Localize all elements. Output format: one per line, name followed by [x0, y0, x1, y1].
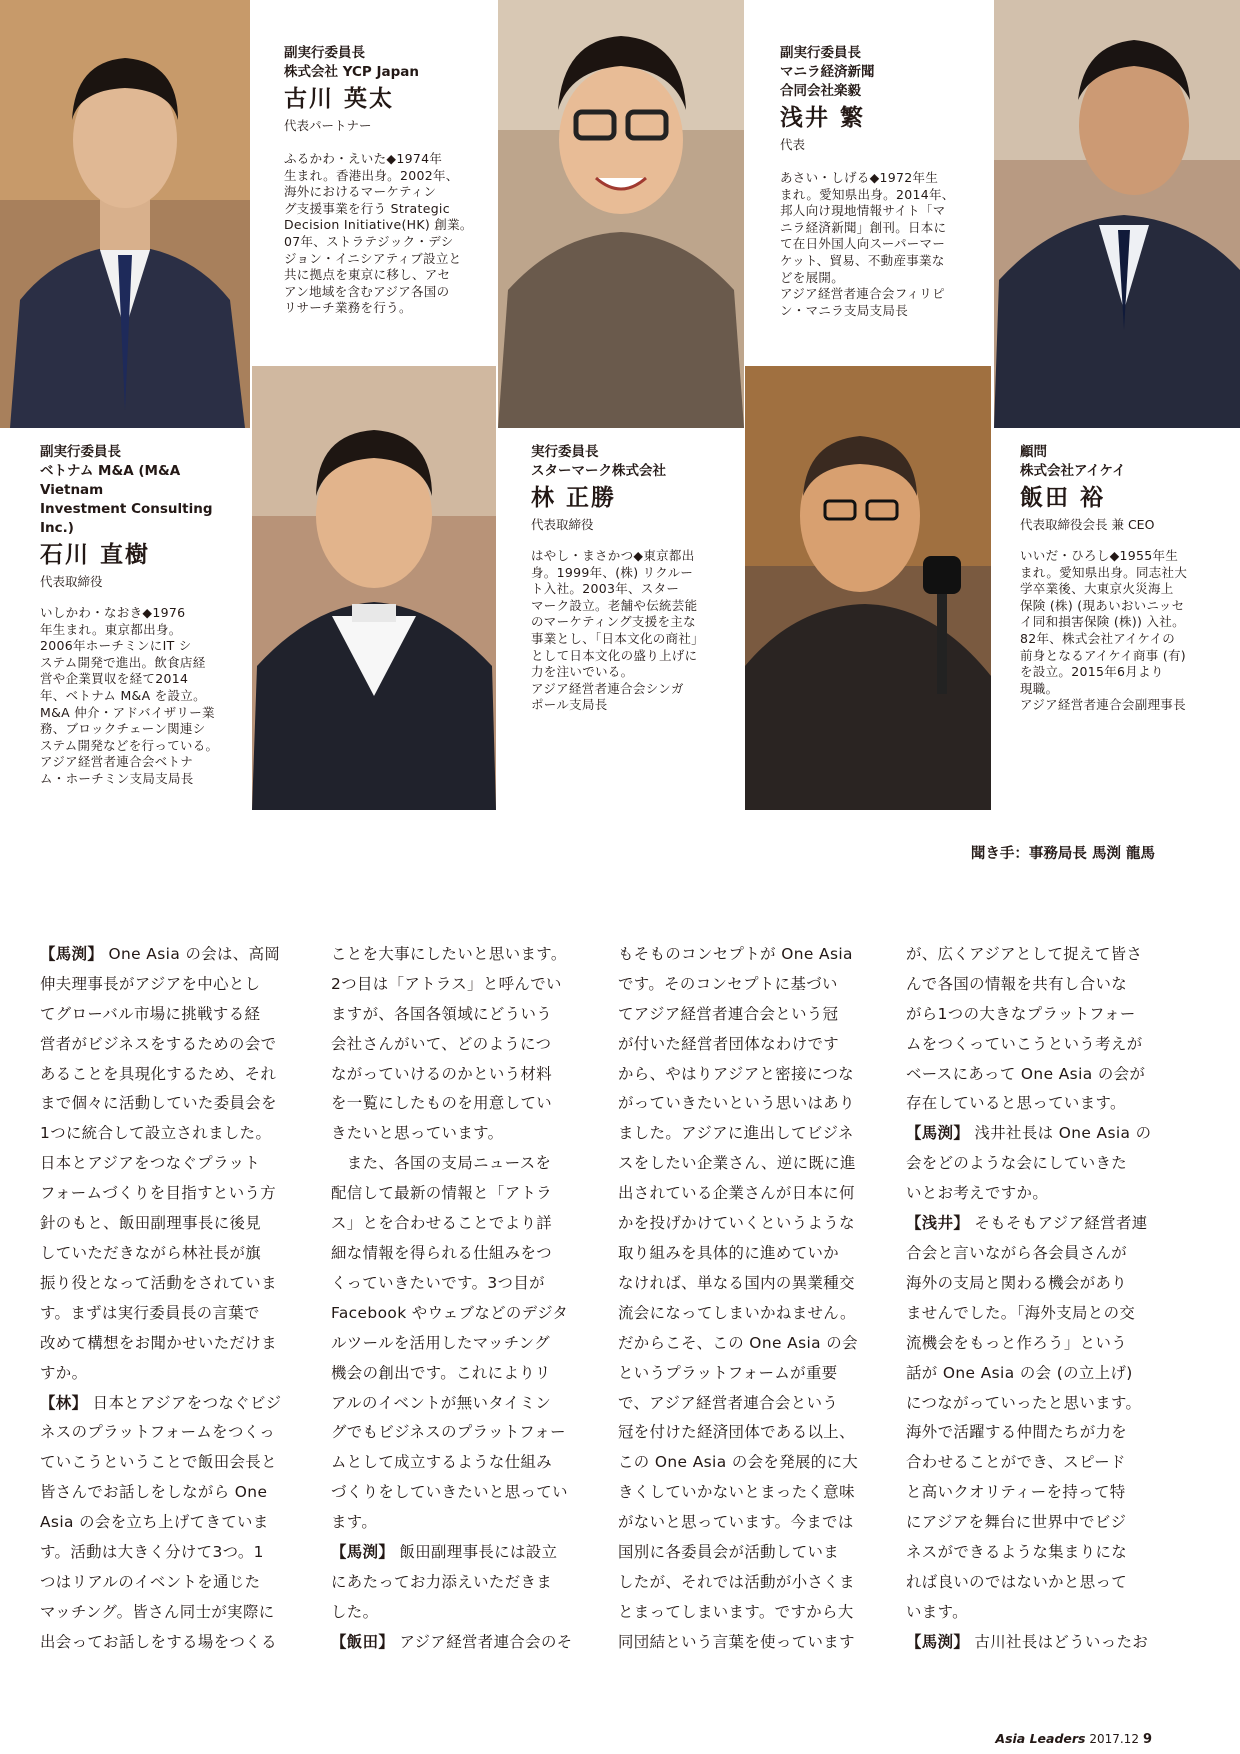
speaker-label: 【馬渕】 — [40, 944, 104, 963]
profile-bio: いいだ・ひろし◆1955年生 まれ。愛知県出身。同志社大 学卒業後、大東京火災海上 保険 (株) (現あいおいニッセ イ同和損害保険 (株)) 入社。 82年、株式会社アイケイの 前身となるアイケイ商事 (有) を設立。2015年6月より 現職。 アジア経営者連合会副理事長 — [1020, 548, 1188, 713]
interviewer-credit: 聞き手：事務局長 馬渕 龍馬 — [970, 846, 1155, 862]
profile-ishikawa — [40, 443, 240, 788]
profile-name: 石川 直樹 — [40, 542, 151, 568]
profile-bio: いしかわ・なおき◆1976 年生まれ。東京都出身。 2006年ホーチミンにIT シ ステム開発で進出。飲食店経 営や企業買収を経て2014 年、ベトナム M&A を設立。 M&A 仲介・アドバイザリー業 務、ブロックチェーン関連シ ステム開発などを行っている。 アジア経営者連合会ベトナ ム・ホーチミン支局支局長 — [40, 605, 219, 786]
speaker-label: 【馬渕】 — [906, 1124, 970, 1143]
paragraph-text: ことを大事にしたいと思います。 2つ目は「アトラス」と呼んでい ますが、各国各領域にどういう 会社さんがいて、どのようにつ ながっていけるのかという材料 を一覧にしたものを用意してい きたいと思っています。 また、各国の支局ニュースを 配信して最新の情報と「アトラ ス」とを合わせることでより詳 細な情報を得られる仕組みをつ くっていきたいです。3つ目が Facebook やウェブなどのデジタ ルツールを活用したマッチング 機会の創出です。これによりリ アルのイベントが無いタイミン グでもビジネスのプラットフォー ムとして成立するような仕組み づくりをしていきたいと思ってい ます。 — [331, 944, 569, 1532]
profile-title: 代表 — [780, 137, 806, 152]
profile-furukawa — [284, 44, 494, 317]
paragraph-text: そもそもアジア経営者連 合会と言いながら各会員さんが 海外の支局と関わる機会があり ませんでした。「海外支局との交 流機会をもっと作ろう」という 話が One Asia の会 (の立上げ) につながっていったと思います。 海外で活躍する仲間たちが力を 合わせることができ、スピード と高いクオリティーを持って特 にアジアを舞台に世界中でビジ ネスができるような集まりにな れば良いのではないかと思って います。 — [906, 1214, 1148, 1621]
profile-bio: ふるかわ・えいた◆1974年 生まれ。香港出身。2002年、 海外におけるマーケティン グ支援事業を行う Strategic Decision Initiative(HK) 創業。 07年、ストラテジック・デシ ジョン・イニシアティブ設立と 共に拠点を東京に移し、アセ アン地域を含むアジア各国の リサーチ業務を行う。 — [284, 151, 473, 316]
profile-name: 古川 英太 — [284, 86, 395, 112]
speaker-label: 【浅井】 — [906, 1214, 970, 1233]
page-footer — [995, 1731, 1152, 1747]
profile-title: 代表取締役 — [40, 574, 103, 589]
profile-iida — [1020, 443, 1230, 714]
profile-title: 代表取締役会長 兼 CEO — [1020, 517, 1155, 532]
speaker-label: 【馬渕】 — [331, 1543, 395, 1562]
paragraph-text: 日本とアジアをつなぐビジ ネスのプラットフォームをつくっ ていこうということで飯田会長と 皆さんでお話しをしながら One Asia の会を立ち上げてきていま す。活動は大きく分けて3つ。1 つはリアルのイベントを通じた マッチング。皆さん同士が実際に 出会ってお話しをする場をつくる — [40, 1393, 282, 1651]
profile-name: 浅井 繁 — [780, 105, 866, 131]
paragraph-text: アジア経営者連合会のそ — [394, 1632, 573, 1651]
speaker-label: 【林】 — [40, 1393, 88, 1412]
photo-hayashi — [252, 366, 496, 810]
photo-ishikawa — [0, 0, 250, 428]
photo-furukawa — [498, 0, 744, 428]
profile-role: 顧問 株式会社アイケイ — [1020, 444, 1126, 479]
profile-bio: はやし・まさかつ◆東京都出 身。1999年、(株) リクルー ト入社。2003年、スター マーク設立。老舗や伝統芸能 のマーケティング支援を主な 事業とし、「日本文化の商社」 として日本文化の盛り上げに 力を注いでいる。 アジア経営者連合会シンガ ポール支局長 — [531, 548, 704, 713]
issue-date: 2017.12 — [1089, 1732, 1139, 1746]
speaker-label: 【飯田】 — [331, 1632, 395, 1651]
profile-asai — [780, 44, 990, 319]
photo-asai — [745, 366, 991, 810]
profile-title: 代表取締役 — [531, 517, 594, 532]
page-number: 9 — [1142, 1732, 1152, 1747]
profile-name: 飯田 裕 — [1020, 485, 1106, 511]
article-column-1 — [40, 910, 302, 1658]
photo-iida — [994, 0, 1240, 428]
speaker-label: 【馬渕】 — [906, 1632, 970, 1651]
profile-name: 林 正勝 — [531, 485, 617, 511]
paragraph-text: 飯田副理事長には設立 にあたってお力添えいただきま した。 — [331, 1543, 558, 1621]
profile-role: 副実行委員長 マニラ経済新聞 合同会社楽毅 — [780, 45, 875, 99]
article-column-4 — [906, 910, 1168, 1658]
article-column-2 — [331, 910, 593, 1658]
paragraph-text: が、広くアジアとして捉えて皆さ んで各国の情報を共有し合いな がら1つの大きなプラットフォー ムをつくっていこうという考えが ベースにあって One Asia の会が 存在していると思っています。 — [906, 944, 1146, 1113]
profile-bio: あさい・しげる◆1972年生 まれ。愛知県出身。2014年、 邦人向け現地情報サイト「マ ニラ経済新聞」創刊。日本に て在日外国人向スーパーマー ケット、貿易、不動産事業な どを展開。 アジア経営者連合会フィリピ ン・マニラ支局支局長 — [780, 170, 955, 318]
profile-hayashi — [531, 443, 736, 714]
paragraph-text: One Asia の会は、高岡 伸夫理事長がアジアを中心とし てグローバル市場に挑戦する経 営者がビジネスをするための会で あることを具現化するため、それ まで個々に活動していた委員会を 1つに統合して設立されました。 日本とアジアをつなぐプラット フォームづくりを目指すという方 針のもと、飯田副理事長に後見 していただきながら林社長が旗 振り役となって活動をされていま す。まずは実行委員長の言葉で 改めて構想をお聞かせいただけま すか。 — [40, 944, 281, 1382]
paragraph-text: 古川社長はどういったお — [969, 1632, 1149, 1651]
article-column-3 — [618, 910, 880, 1658]
profile-title: 代表パートナー — [284, 118, 372, 133]
magazine-brand: Asia Leaders — [995, 1731, 1086, 1746]
paragraph-text: 浅井社長は One Asia の 会をどのような会にしていきた いとお考えですか。 — [906, 1124, 1152, 1203]
profile-role: 副実行委員長 ベトナム M&A (M&A Vietnam Investment Consulting Inc.) — [40, 444, 213, 536]
profile-role: 副実行委員長 株式会社 YCP Japan — [284, 45, 420, 80]
paragraph-text: もそものコンセプトが One Asia です。そのコンセプトに基づい てアジア経営者連合会という冠 が付いた経営者団体なわけです から、やはりアジアと密接につな がっていきたいという思いはあり ました。アジアに進出してビジネ スをしたい企業さん、逆に既に進 出されている企業さんが日本に何 かを投げかけていくというような 取り組みを具体的に進めていか なければ、単なる国内の異業種交 流会になってしまいかねません。 だからこそ、この One Asia の会 というプラットフォームが重要 で、アジア経営者連合会という 冠を付けた経済団体である以上、 この One Asia の会を発展的に大 きくしていかないとまったく意味 がないと思っています。今までは 国別に各委員会が活動していま したが、それでは活動が小さくま とまってしまいます。ですから大 同団結という言葉を使っています — [618, 944, 859, 1651]
profile-role: 実行委員長 スターマーク株式会社 — [531, 444, 666, 479]
